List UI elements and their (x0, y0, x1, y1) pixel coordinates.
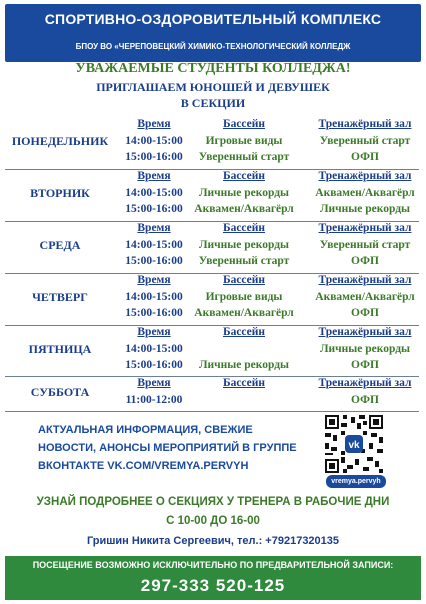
header-banner (5, 4, 421, 62)
column-header-pool: Бассейн (222, 118, 266, 130)
gym-activity: Личные рекорды (319, 342, 411, 355)
pool-activity: Игровые виды (205, 290, 283, 303)
pool-activity: Личные рекорды (198, 359, 290, 371)
column-header-pool: Бассейн (222, 326, 266, 338)
pool-activity: Личные рекорды (198, 186, 290, 199)
column-header-time: Время (137, 118, 171, 130)
column-header-time: Время (137, 326, 171, 338)
info-line: НОВОСТИ, АНОНСЫ МЕРОПРИЯТИЙ В ГРУППЕ (38, 442, 297, 454)
time-slot: 14:00-15:00 (125, 238, 183, 251)
trainer-contact: Гришин Никита Сергеевич, тел.: +79217320135 (86, 535, 340, 547)
column-header-gym: Тренажёрный зал (318, 118, 412, 130)
column-header-gym: Тренажёрный зал (318, 222, 412, 234)
registration-notice: ПОСЕЩЕНИЕ ВОЗМОЖНО ИСКЛЮЧИТЕЛЬНО ПО ПРЕДВАРИТЕЛЬНОЙ ЗАПИСИ: (32, 560, 394, 570)
day-name: СУББОТА (30, 384, 90, 399)
qr-label: vremya.pervyh (326, 475, 386, 488)
time-slot: 14:00-15:00 (125, 134, 183, 147)
time-slot: 14:00-15:00 (125, 342, 183, 355)
day-block (5, 325, 419, 377)
pool-activity: Аквамен/Аквагёрл (194, 307, 294, 319)
complex-title: СПОРТИВНО-ОЗДОРОВИТЕЛЬНЫЙ КОМПЛЕКС (44, 11, 382, 27)
gym-activity: ОФП (351, 307, 379, 319)
time-slot: 15:00-16:00 (125, 151, 183, 163)
qr-code[interactable] (323, 413, 385, 475)
time-slot: 15:00-16:00 (125, 307, 183, 319)
footer-banner (5, 556, 421, 600)
pool-activity: Уверенный старт (198, 255, 290, 267)
time-slot: 11:00-12:00 (125, 393, 183, 406)
college-subtitle: БПОУ ВО «ЧЕРЕПОВЕЦКИЙ ХИМИКО-ТЕХНОЛОГИЧЕСКИЙ КОЛЛЕДЖ (75, 42, 351, 51)
time-slot: 14:00-15:00 (125, 290, 183, 303)
gym-activity: ОФП (351, 393, 379, 406)
qr-code-graphic (323, 413, 385, 475)
time-slot: 15:00-16:00 (125, 255, 183, 267)
gym-activity: ОФП (351, 359, 379, 371)
pool-activity: Аквамен/Аквагёрл (194, 203, 294, 215)
column-header-gym: Тренажёрный зал (318, 377, 412, 389)
day-block (5, 117, 419, 170)
info-line: АКТУАЛЬНАЯ ИНФОРМАЦИЯ, СВЕЖИЕ (38, 424, 253, 436)
column-header-time: Время (137, 377, 171, 389)
gym-activity: Уверенный старт (319, 134, 411, 147)
column-header-time: Время (137, 274, 171, 286)
column-header-pool: Бассейн (222, 222, 266, 234)
day-block (5, 169, 419, 222)
day-name: ЧЕТВЕРГ (32, 289, 88, 304)
day-name: ПОНЕДЕЛЬНИК (11, 133, 109, 148)
greeting-title: УВАЖАЕМЫЕ СТУДЕНТЫ КОЛЛЕДЖА! (75, 61, 351, 76)
pool-activity: Игровые виды (205, 134, 283, 147)
pool-activity: Уверенный старт (198, 151, 290, 163)
sections-title: В СЕКЦИИ (180, 96, 246, 110)
gym-activity: Уверенный старт (319, 238, 411, 251)
day-name: ВТОРНИК (30, 185, 90, 200)
pool-activity: Личные рекорды (198, 238, 290, 251)
gym-activity: Аквамен/Аквагёрл (315, 186, 415, 199)
column-header-pool: Бассейн (222, 170, 266, 182)
column-header-pool: Бассейн (222, 274, 266, 286)
invite-title: ПРИГЛАШАЕМ ЮНОШЕЙ И ДЕВУШЕК (96, 80, 330, 94)
vk-info-text (38, 421, 308, 475)
time-slot: 15:00-16:00 (125, 359, 183, 371)
column-header-gym: Тренажёрный зал (318, 274, 412, 286)
svg-text:vk: vk (348, 440, 360, 451)
column-header-pool: Бассейн (222, 377, 266, 389)
phone-numbers: 297-333 520-125 (140, 576, 286, 595)
column-header-time: Время (137, 170, 171, 182)
column-header-gym: Тренажёрный зал (318, 326, 412, 338)
day-block (5, 273, 419, 326)
day-name: СРЕДА (39, 237, 81, 252)
day-block (5, 376, 419, 412)
trainer-info: УЗНАЙ ПОДРОБНЕЕ О СЕКЦИЯХ У ТРЕНЕРА В РАБОЧИЕ ДНИ (36, 496, 390, 508)
schedule-table (5, 117, 419, 411)
day-block (5, 221, 419, 274)
trainer-hours: С 10-00 ДО 16-00 (166, 515, 260, 527)
gym-activity: Личные рекорды (319, 203, 411, 215)
gym-activity: ОФП (351, 151, 379, 163)
column-header-gym: Тренажёрный зал (318, 170, 412, 182)
day-name: ПЯТНИЦА (28, 341, 92, 356)
gym-activity: Аквамен/Аквагёрл (315, 290, 415, 303)
info-link[interactable]: ВКОНТАКТЕ VK.COM/VREMYA.PERVYH (38, 460, 249, 472)
time-slot: 14:00-15:00 (125, 186, 183, 199)
time-slot: 15:00-16:00 (125, 203, 183, 215)
column-header-time: Время (137, 222, 171, 234)
gym-activity: ОФП (351, 255, 379, 267)
